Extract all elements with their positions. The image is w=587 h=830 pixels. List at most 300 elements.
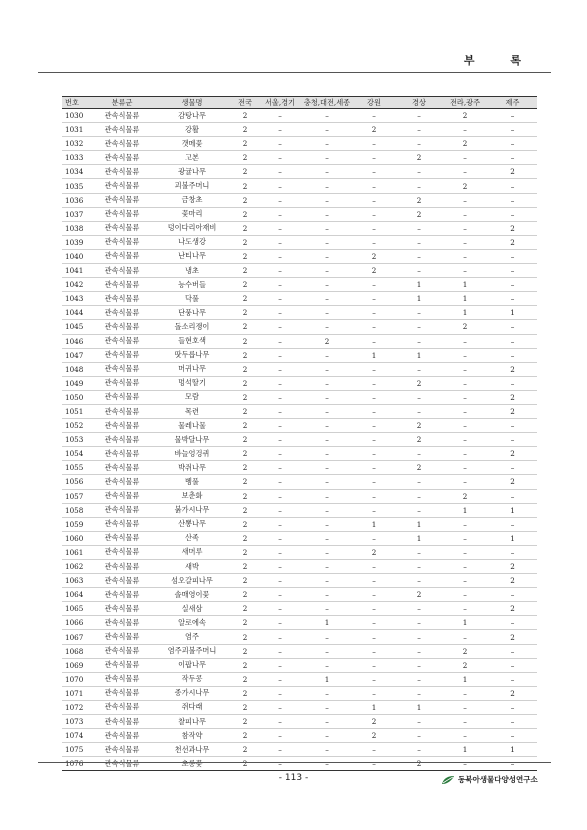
table-cell: – [302,151,352,165]
table-cell: – [302,404,352,418]
table-cell: – [302,390,352,404]
table-row [62,574,537,588]
table-cell: – [352,306,396,320]
table-cell: 관속식물류 [92,123,152,137]
table-cell: 덩이다리아재비 [152,221,232,235]
table-cell: 1034 [62,165,92,179]
table-cell: – [396,503,442,517]
table-row [62,362,537,376]
table-cell: – [442,517,488,531]
table-cell: – [396,672,442,686]
table-row [62,588,537,602]
table-cell: – [302,123,352,137]
table-cell: 2 [232,433,258,447]
table-cell: 박쥐나무 [152,461,232,475]
table-cell: – [396,715,442,729]
table-cell: 1062 [62,560,92,574]
table-cell: 1 [442,292,488,306]
table-cell: 땃두릅나무 [152,348,232,362]
table-cell: – [258,334,302,348]
table-cell: – [258,306,302,320]
table-cell: – [352,235,396,249]
table-row [62,658,537,672]
table-cell: – [442,560,488,574]
table-cell: 새머루 [152,545,232,559]
table-cell: – [396,123,442,137]
table-cell: 2 [488,362,537,376]
table-cell: 이팝나무 [152,658,232,672]
table-cell: 2 [232,137,258,151]
table-cell: 찰피나무 [152,715,232,729]
table-cell: – [302,517,352,531]
table-cell: – [488,334,537,348]
table-cell: – [258,433,302,447]
table-cell: 2 [396,207,442,221]
table-cell: – [442,348,488,362]
table-cell: – [258,531,302,545]
table-cell: – [488,419,537,433]
table-cell: – [302,503,352,517]
table-cell: 1036 [62,193,92,207]
table-cell: 보춘화 [152,489,232,503]
table-cell: – [352,320,396,334]
table-cell: 2 [232,630,258,644]
table-cell: 2 [232,461,258,475]
table-cell: – [442,390,488,404]
table-cell: – [302,489,352,503]
table-cell: 1074 [62,729,92,743]
organization-logo [441,774,538,785]
table-cell: 1059 [62,517,92,531]
table-cell: 1041 [62,264,92,278]
table-cell: – [302,348,352,362]
table-cell: – [488,517,537,531]
table-cell: – [352,165,396,179]
footer-rule [38,762,551,763]
table-cell: 2 [232,334,258,348]
table-cell: 2 [232,179,258,193]
table-cell: – [352,475,396,489]
table-cell: 2 [232,700,258,714]
table-cell: 관속식물류 [92,151,152,165]
table-cell: 관속식물류 [92,390,152,404]
table-body [62,109,537,771]
table-cell: 2 [232,235,258,249]
table-cell: 2 [232,320,258,334]
table-cell: – [258,207,302,221]
table-cell: – [302,658,352,672]
table-cell: – [258,729,302,743]
table-cell: – [488,715,537,729]
table-cell: 들현호색 [152,334,232,348]
table-cell: – [396,221,442,235]
table-cell: – [258,165,302,179]
table-row [62,207,537,221]
table-cell: 1040 [62,249,92,263]
table-cell: 1 [396,531,442,545]
table-cell: 1063 [62,574,92,588]
table-cell: – [352,686,396,700]
table-cell: 쥐다래 [152,700,232,714]
table-cell: – [258,362,302,376]
table-cell: 1054 [62,447,92,461]
table-cell: 2 [232,503,258,517]
table-cell: 관속식물류 [92,193,152,207]
table-cell: 2 [442,179,488,193]
table-cell: 관속식물류 [92,588,152,602]
column-header: 제주 [488,97,537,109]
table-row [62,503,537,517]
table-cell: 2 [232,376,258,390]
table-cell: 1047 [62,348,92,362]
table-cell: – [488,644,537,658]
column-header: 전라,광주 [442,97,488,109]
table-cell: 관속식물류 [92,560,152,574]
table-cell: – [352,221,396,235]
table-cell: 2 [488,602,537,616]
table-cell: – [488,320,537,334]
table-cell: 1064 [62,588,92,602]
table-cell: 1052 [62,419,92,433]
table-cell: – [488,249,537,263]
table-cell: – [302,757,352,771]
table-cell: 1 [488,503,537,517]
table-cell: – [488,151,537,165]
table-cell: – [396,686,442,700]
table-cell: 산족 [152,531,232,545]
table-row [62,686,537,700]
table-cell: 염주 [152,630,232,644]
table-cell: – [302,109,352,123]
table-cell: 2 [232,757,258,771]
table-cell: 2 [488,404,537,418]
table-cell: – [352,658,396,672]
table-cell: – [442,433,488,447]
table-cell: – [302,235,352,249]
table-cell: – [442,249,488,263]
table-cell: 강활 [152,123,232,137]
table-cell: – [302,278,352,292]
table-cell: 관속식물류 [92,221,152,235]
table-cell: – [442,461,488,475]
table-cell: – [258,503,302,517]
table-cell: 관속식물류 [92,686,152,700]
table-cell: 모람 [152,390,232,404]
table-cell: – [488,616,537,630]
table-cell: – [258,489,302,503]
table-cell: 2 [232,672,258,686]
table-cell: – [302,644,352,658]
table-cell: – [352,109,396,123]
table-cell: 관속식물류 [92,461,152,475]
table-cell: – [488,545,537,559]
table-cell: 2 [232,517,258,531]
table-cell: 1038 [62,221,92,235]
table-cell: – [258,658,302,672]
table-row [62,743,537,757]
table-cell: 1031 [62,123,92,137]
table-cell: – [396,137,442,151]
table-cell: 갯메꽃 [152,137,232,151]
table-row [62,433,537,447]
table-cell: – [258,700,302,714]
table-cell: – [488,700,537,714]
table-cell: 종가시나무 [152,686,232,700]
table-cell: 괴불주머니 [152,179,232,193]
table-row [62,137,537,151]
table-cell: – [352,362,396,376]
table-cell: – [302,433,352,447]
table-cell: 2 [232,658,258,672]
table-cell: – [442,545,488,559]
table-cell: – [352,461,396,475]
table-cell: – [396,447,442,461]
table-cell: – [258,404,302,418]
table-cell: – [258,419,302,433]
page-number: - 113 - [278,773,309,783]
table-cell: 2 [352,249,396,263]
table-cell: – [442,235,488,249]
table-cell: 2 [442,320,488,334]
table-cell: 관속식물류 [92,644,152,658]
table-row [62,715,537,729]
table-cell: – [488,207,537,221]
table-cell: 2 [396,461,442,475]
table-cell: – [488,461,537,475]
leaf-logo-icon [441,775,455,785]
table-cell: – [442,264,488,278]
table-cell: 멍석딸기 [152,376,232,390]
table-cell: 능수버들 [152,278,232,292]
table-cell: – [352,489,396,503]
table-cell: – [352,644,396,658]
table-cell: – [442,334,488,348]
table-cell: – [258,447,302,461]
table-cell: – [488,278,537,292]
table-cell: – [302,362,352,376]
table-row [62,165,537,179]
table-cell: 관속식물류 [92,602,152,616]
table-cell: – [396,404,442,418]
table-row [62,278,537,292]
table-row [62,616,537,630]
table-cell: 2 [396,757,442,771]
table-cell: – [258,715,302,729]
table-cell: 1037 [62,207,92,221]
table-cell: 1049 [62,376,92,390]
table-cell: 관속식물류 [92,715,152,729]
table-cell: 2 [232,404,258,418]
table-row [62,447,537,461]
table-cell: – [442,574,488,588]
table-row [62,348,537,362]
table-cell: 관속식물류 [92,376,152,390]
table-cell: – [352,193,396,207]
table-cell: – [442,757,488,771]
table-cell: – [352,447,396,461]
table-cell: 1 [488,743,537,757]
table-cell: – [442,362,488,376]
table-cell: – [258,179,302,193]
table-cell: 2 [232,447,258,461]
table-cell: 1050 [62,390,92,404]
table-cell: – [396,644,442,658]
table-cell: 1 [396,348,442,362]
table-cell: 1 [488,306,537,320]
table-cell: – [352,376,396,390]
table-cell: – [352,616,396,630]
table-cell: 2 [232,644,258,658]
table-cell: – [258,376,302,390]
table-cell: – [302,292,352,306]
table-cell: 1069 [62,658,92,672]
table-cell: – [302,447,352,461]
table-cell: 2 [488,475,537,489]
table-cell: 2 [232,560,258,574]
table-cell: – [302,306,352,320]
table-cell: – [352,151,396,165]
table-cell: – [352,503,396,517]
table-cell: – [302,249,352,263]
table-cell: 관속식물류 [92,334,152,348]
table-cell: 관속식물류 [92,320,152,334]
table-cell: 2 [488,560,537,574]
table-cell: – [302,264,352,278]
table-cell: – [258,292,302,306]
table-cell: 2 [232,616,258,630]
table-cell: 1067 [62,630,92,644]
table-cell: – [396,630,442,644]
species-table [62,96,537,771]
table-cell: 관속식물류 [92,574,152,588]
table-cell: 2 [232,686,258,700]
table-cell: – [302,419,352,433]
table-cell: 2 [442,109,488,123]
table-cell: – [352,672,396,686]
table-cell: 돌소리쟁이 [152,320,232,334]
table-cell: 관속식물류 [92,447,152,461]
table-cell: 참작약 [152,729,232,743]
table-cell: 2 [396,376,442,390]
table-cell: – [396,320,442,334]
table-cell: – [396,545,442,559]
table-cell: 섬오갈피나무 [152,574,232,588]
table-cell: – [396,334,442,348]
table-cell: – [396,574,442,588]
table-cell: 1060 [62,531,92,545]
table-cell: 2 [442,644,488,658]
table-cell: 1 [442,616,488,630]
table-cell: – [442,123,488,137]
table-cell: 1045 [62,320,92,334]
table-cell: 관속식물류 [92,729,152,743]
table-cell: – [352,207,396,221]
table-cell: – [396,560,442,574]
table-row [62,517,537,531]
table-cell: – [442,165,488,179]
table-cell: – [302,137,352,151]
table-cell: 1075 [62,743,92,757]
table-cell: – [488,109,537,123]
table-cell: 염주괴불주머니 [152,644,232,658]
table-cell: – [396,109,442,123]
table-cell: 2 [232,193,258,207]
table-cell: – [258,574,302,588]
table-cell: 산뽕나무 [152,517,232,531]
table-cell: – [488,193,537,207]
table-cell: – [442,588,488,602]
table-cell: – [396,362,442,376]
table-cell: 관속식물류 [92,165,152,179]
table-cell: – [302,729,352,743]
table-cell: 관속식물류 [92,475,152,489]
table-cell: 냉초 [152,264,232,278]
table-cell: – [258,644,302,658]
table-cell: – [442,193,488,207]
table-cell: – [302,531,352,545]
table-cell: 물박달나무 [152,433,232,447]
table-cell: 관속식물류 [92,743,152,757]
table-row [62,264,537,278]
table-cell: – [488,292,537,306]
table-cell: – [352,574,396,588]
table-cell: 1 [442,743,488,757]
table-cell: – [258,461,302,475]
table-cell: 1044 [62,306,92,320]
table-cell: 1 [396,292,442,306]
table-cell: – [442,419,488,433]
table-cell: 솔매영이꽃 [152,588,232,602]
table-cell: – [302,602,352,616]
table-row [62,221,537,235]
table-row [62,672,537,686]
table-cell: – [352,602,396,616]
table-cell: – [258,193,302,207]
table-cell: 2 [232,419,258,433]
table-cell: 2 [488,390,537,404]
table-cell: – [488,433,537,447]
table-row [62,376,537,390]
running-header [38,50,551,67]
column-header: 강원 [352,97,396,109]
table-cell: 2 [352,729,396,743]
table-cell: – [396,658,442,672]
table-cell: – [258,123,302,137]
table-cell: – [258,221,302,235]
table-cell: – [442,729,488,743]
table-row [62,700,537,714]
table-cell: – [302,560,352,574]
table-cell: – [258,588,302,602]
table-cell: – [352,588,396,602]
table-cell: 관속식물류 [92,489,152,503]
table-cell: 1065 [62,602,92,616]
table-cell: 2 [232,715,258,729]
table-cell: 2 [232,390,258,404]
table-cell: 2 [232,207,258,221]
column-header: 충청,대전,세종 [303,97,351,107]
table-cell: 2 [232,545,258,559]
table-cell: 머귀나무 [152,362,232,376]
table-cell: – [488,376,537,390]
table-row [62,179,537,193]
table-cell: 나도생강 [152,235,232,249]
table-cell: 2 [352,123,396,137]
table-row [62,560,537,574]
table-cell: 관속식물류 [92,757,152,771]
table-row [62,419,537,433]
table-cell: – [352,390,396,404]
